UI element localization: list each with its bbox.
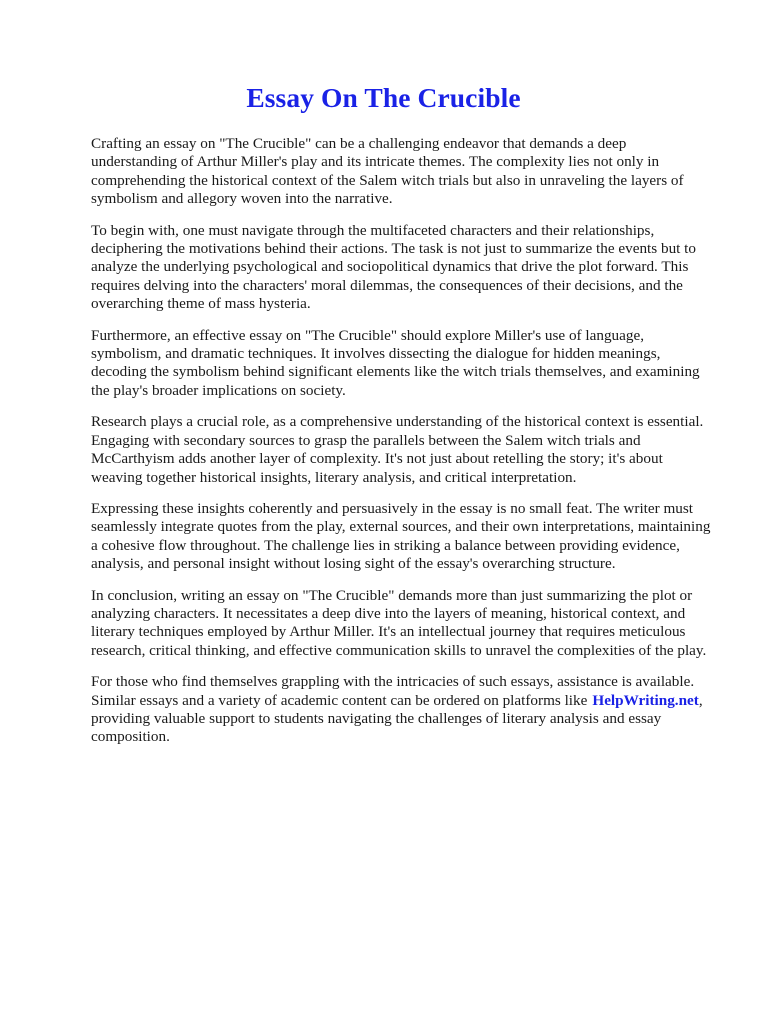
document-title: Essay On The Crucible [246, 82, 521, 113]
paragraph-3: Furthermore, an effective essay on "The Crucible" should explore Miller's use of language, symbolism, and dramatic techniques. It involves dissecting the dialogue for hidden meanings, decoding the symbolism behind significant elements like the witch trials themselves, and examining the play's broader implications on society. [91, 326, 700, 399]
paragraph-5: Expressing these insights coherently and persuasively in the essay is no small feat. The writer must seamlessly integrate quotes from the play, external sources, and their own interpretations, maintaining a cohesive flow throughout. The challenge lies in striking a balance between providing evidence, analysis, and personal insight without losing sight of the essay's overarching structure. [91, 499, 711, 573]
paragraph-1: Crafting an essay on "The Crucible" can be a challenging endeavor that demands a deep understanding of Arthur Miller's play and its intricate themes. The complexity lies not only in comprehending the historical context of the Salem witch trials but also in unraveling the layers of symbolism and allegory woven into the narrative. [91, 135, 684, 208]
paragraph-4: Research plays a crucial role, as a comprehensive understanding of the historical context is essential. Engaging with secondary sources to grasp the parallels between the Salem witch trials and McCarthyism adds another layer of complexity. It's not just about retelling the story; it's about weaving together historical insights, literary analysis, and critical interpretation. [91, 413, 704, 486]
paragraph-6: In conclusion, writing an essay on "The Crucible" demands more than just summarizing the plot or analyzing characters. It necessitates a deep dive into the layers of meaning, historical context, and literary techniques employed by Arthur Miller. It's an intellectual journey that requires meticulous research, critical thinking, and effective communication skills to unravel the complexities of the play. [91, 586, 707, 659]
closing-text-after-link: , providing valuable support to students navigating the challenges of literary analysis and essay composition. [91, 691, 703, 746]
closing-text-before-link: For those who find themselves grappling with the intricacies of such essays, assistance is available. Similar essays and a variety of academic content can be ordered on platforms like [91, 673, 695, 709]
closing-paragraph [91, 673, 716, 747]
document-body [91, 135, 716, 747]
paragraph-2: To begin with, one must navigate through the multifaceted characters and their relationships, deciphering the motivations behind their actions. The task is not just to summarize the events but to analyze the underlying psychological and sociopolitical dynamics that drive the plot forward. This requires delving into the characters' moral dilemmas, the consequences of their decisions, and the overarching theme of mass hysteria. [91, 221, 696, 313]
helpwriting-link[interactable]: HelpWriting.net [592, 691, 699, 709]
